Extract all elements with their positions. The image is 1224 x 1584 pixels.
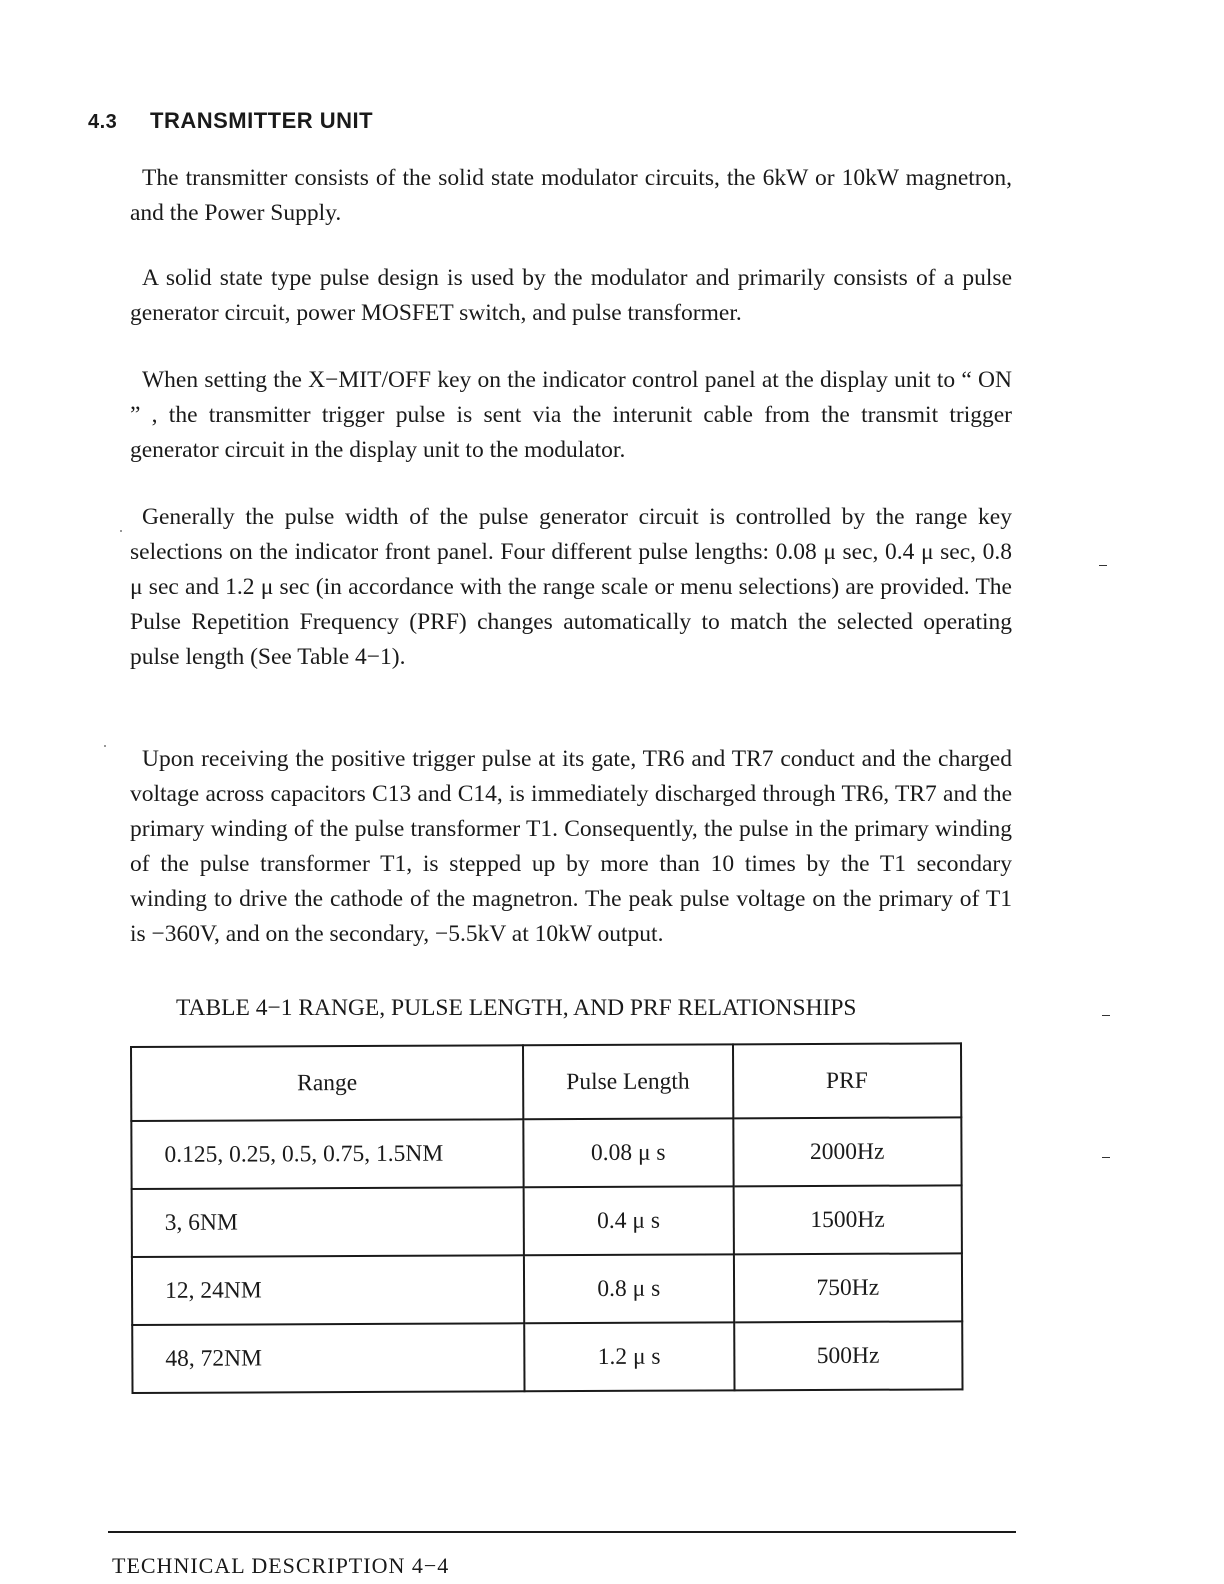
cell-range: 0.125, 0.25, 0.5, 0.75, 1.5NM <box>131 1119 523 1189</box>
paragraph-transmitter-overview: The transmitter consists of the solid state modulator circuits, the 6kW or 10kW magnetron, and the Power Supply. <box>130 164 1012 226</box>
table-row <box>132 1321 962 1393</box>
scan-speck <box>104 745 106 747</box>
cell-prf: 1500Hz <box>733 1185 962 1254</box>
margin-mark <box>1099 565 1107 566</box>
table-row <box>132 1253 962 1325</box>
header-range: Range <box>131 1045 523 1121</box>
paragraph-trigger-pulse: When setting the X−MIT/OFF key on the indicator control panel at the display unit to “ ON ” , the transmitter trigger pulse is sent via the interunit cable from the transmit trigger generator circuit in the display unit to the modulator. <box>130 366 1012 463</box>
footer-page-label: TECHNICAL DESCRIPTION 4−4 <box>112 1553 450 1578</box>
table-header-row <box>131 1043 961 1121</box>
table-row <box>132 1185 962 1257</box>
cell-prf: 2000Hz <box>733 1117 962 1186</box>
margin-mark <box>1102 1015 1110 1016</box>
paragraph-pulse-width: Generally the pulse width of the pulse generator circuit is controlled by the range key selections on the indicator front panel. Four different pulse lengths: 0.08 μ sec, 0.4 μ sec, 0.8 μ sec and 1.2 μ sec (in accordance with the range scale or menu selections) are provided. The Pulse Repetition Frequency (PRF) changes automatically to match the selected operating pulse length (See Table 4−1). <box>130 503 1012 670</box>
scan-speck <box>120 530 122 532</box>
header-pulse-length: Pulse Length <box>523 1044 733 1119</box>
cell-range: 48, 72NM <box>132 1323 524 1393</box>
section-heading <box>88 108 373 134</box>
header-prf: PRF <box>733 1043 962 1118</box>
margin-mark <box>1102 1157 1110 1158</box>
cell-prf: 500Hz <box>734 1321 963 1390</box>
cell-prf: 750Hz <box>733 1253 962 1322</box>
cell-pulse-length: 0.08 μ s <box>523 1118 733 1187</box>
footer-rule <box>108 1531 1016 1533</box>
cell-range: 3, 6NM <box>132 1187 524 1257</box>
cell-pulse-length: 0.8 μ s <box>524 1254 734 1323</box>
table-row <box>131 1117 961 1189</box>
cell-range: 12, 24NM <box>132 1255 524 1325</box>
paragraph-modulator-design: A solid state type pulse design is used by the modulator and primarily consists of a pulse generator circuit, power MOSFET switch, and pulse transformer. <box>130 264 1012 326</box>
table-caption: TABLE 4−1 RANGE, PULSE LENGTH, AND PRF RELATIONSHIPS <box>176 995 857 1021</box>
paragraph-pulse-transformer: Upon receiving the positive trigger pulse at its gate, TR6 and TR7 conduct and the charged voltage across capacitors C13 and C14, is immediately discharged through TR6, TR7 and the primary winding of the pulse transformer T1. Consequently, the pulse in the primary winding of the pulse transformer T1, is stepped up by more than 10 times by the T1 secondary winding to drive the cathode of the magnetron. The peak pulse voltage on the primary of T1 is −360V, and on the secondary, −5.5kV at 10kW output. <box>130 745 1012 947</box>
cell-pulse-length: 0.4 μ s <box>524 1186 734 1255</box>
section-title: TRANSMITTER UNIT <box>150 108 374 133</box>
section-number: 4.3 <box>88 111 118 133</box>
range-pulse-prf-table <box>130 1042 964 1394</box>
cell-pulse-length: 1.2 μ s <box>524 1322 734 1391</box>
